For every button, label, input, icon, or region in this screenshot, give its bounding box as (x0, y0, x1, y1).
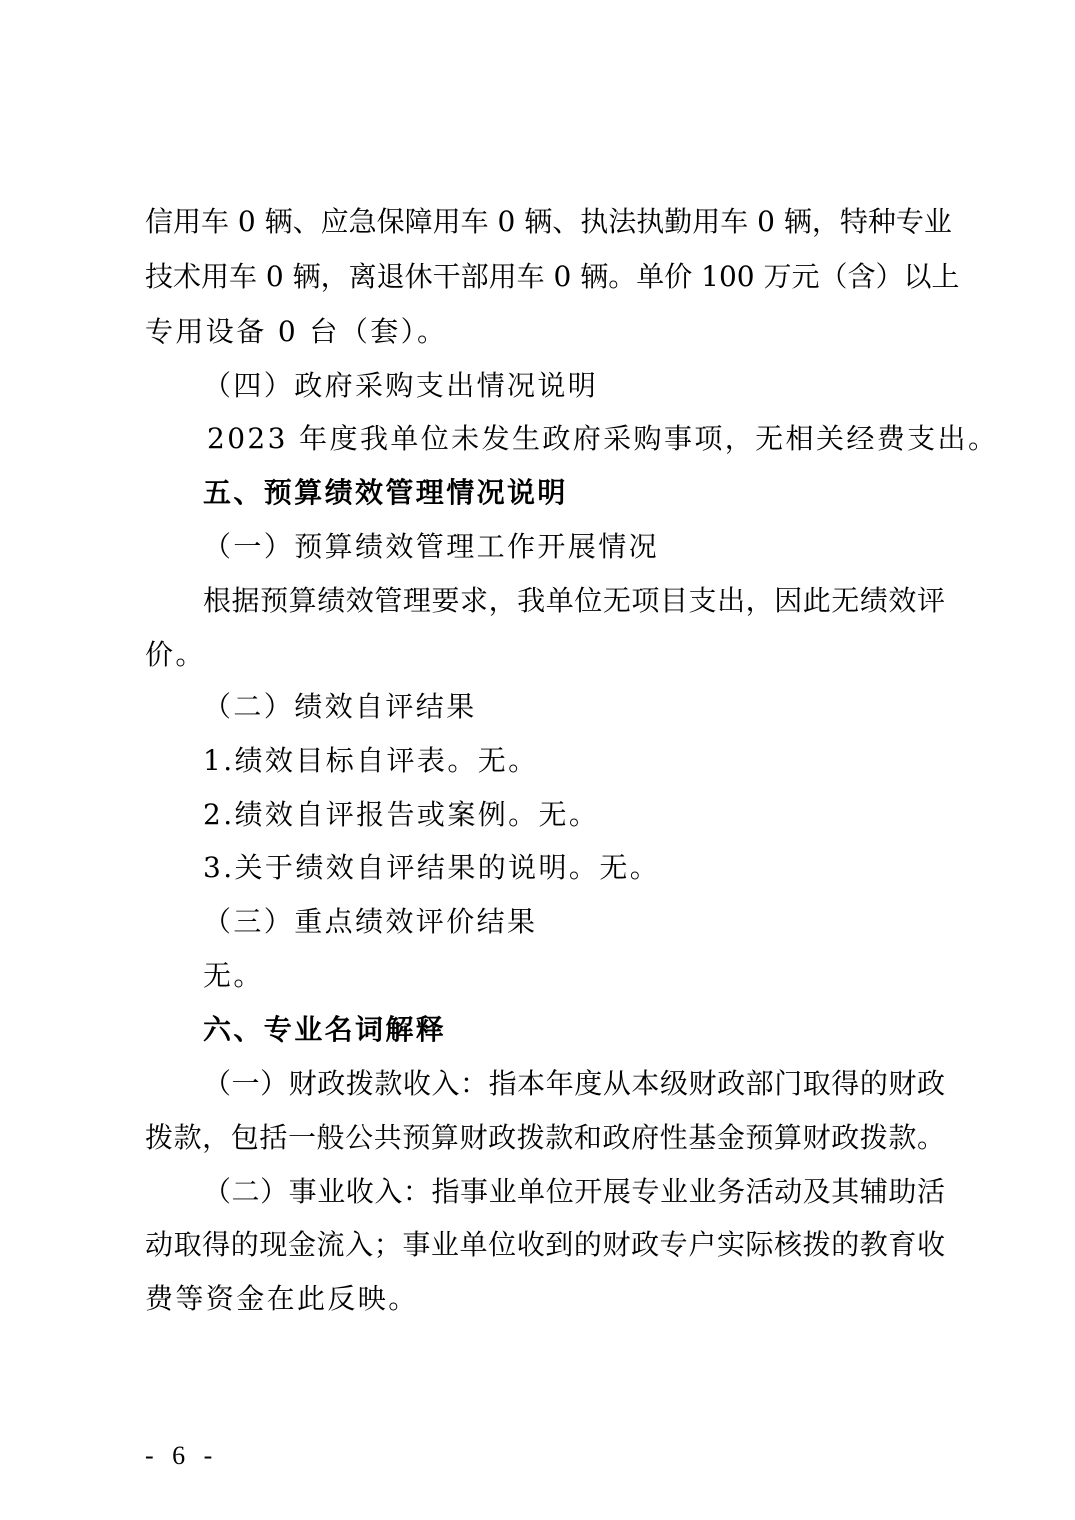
paragraph-line: （二）事业收入：指事业单位开展专业业务活动及其辅助活 (203, 1175, 945, 1208)
paragraph-line: 拨款，包括一般公共预算财政拨款和政府性基金预算财政拨款。 (145, 1121, 945, 1154)
paragraph-line: 专用设备 0 台（套）。 (145, 315, 448, 348)
paragraph-line: 技术用车 0 辆，离退休干部用车 0 辆。单价 100 万元（含）以上 (145, 260, 960, 293)
page-number: - 6 - (145, 1441, 219, 1470)
paragraph-line: 动取得的现金流入；事业单位收到的财政专户实际核拨的教育收 (145, 1228, 945, 1261)
paragraph-line: 费等资金在此反映。 (145, 1282, 419, 1315)
section-heading: 六、专业名词解释 (203, 1013, 447, 1046)
paragraph-line: （一）财政拨款收入：指本年度从本级财政部门取得的财政 (203, 1067, 945, 1100)
list-item: 3.关于绩效自评结果的说明。无。 (203, 851, 661, 884)
paragraph-line: 无。 (203, 959, 264, 992)
paragraph-line: 2023 年度我单位未发生政府采购事项，无相关经费支出。 (207, 422, 999, 455)
subsection-heading: （四）政府采购支出情况说明 (203, 369, 599, 402)
list-item: 1.绩效目标自评表。无。 (203, 744, 539, 777)
paragraph-line: 信用车 0 辆、应急保障用车 0 辆、执法执勤用车 0 辆，特种专业 (145, 205, 952, 238)
subsection-heading: （二）绩效自评结果 (203, 690, 477, 723)
paragraph-line: 根据预算绩效管理要求，我单位无项目支出，因此无绩效评 (203, 584, 945, 617)
paragraph-line: 价。 (145, 638, 206, 671)
list-item: 2.绩效自评报告或案例。无。 (203, 798, 600, 831)
section-heading: 五、预算绩效管理情况说明 (203, 476, 568, 509)
subsection-heading: （一）预算绩效管理工作开展情况 (203, 530, 660, 563)
subsection-heading: （三）重点绩效评价结果 (203, 905, 538, 938)
